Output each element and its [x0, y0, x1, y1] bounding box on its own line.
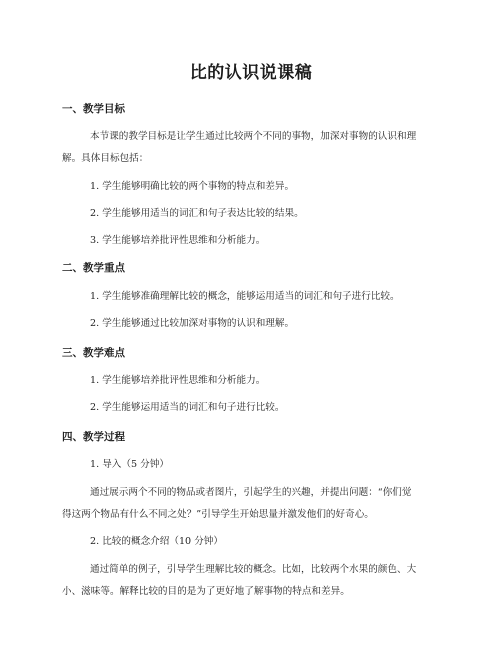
- objectives-item-3: 3. 学生能够培养批评性思维和分析能力。: [90, 235, 266, 246]
- process-step-1-line-1: 通过展示两个不同的物品或者图片，引起学生的兴趣，并提出问题：“你们觉: [90, 487, 412, 498]
- section-heading-difficulties: 三、教学难点: [62, 347, 125, 359]
- key-points-item-1: 1. 学生能够准确理解比较的概念，能够运用适当的词汇和句子进行比较。: [90, 291, 400, 302]
- document-title: 比的认识说课稿: [189, 63, 313, 83]
- objectives-intro-line-2: 解。具体目标包括：: [62, 153, 149, 164]
- process-step-1-line-2: 得这两个物品有什么不同之处？”引导学生开始思量并激发他们的好奇心。: [62, 509, 374, 520]
- section-heading-process: 四、教学过程: [62, 431, 125, 443]
- difficulties-item-1: 1. 学生能够培养批评性思维和分析能力。: [90, 375, 266, 386]
- section-heading-key-points: 二、教学重点: [62, 262, 125, 274]
- process-step-2-line-2: 小、滋味等。解释比较的目的是为了更好地了解事物的特点和差异。: [62, 586, 350, 597]
- key-points-item-2: 2. 学生能够通过比较加深对事物的认识和理解。: [90, 318, 295, 329]
- objectives-item-2: 2. 学生能够用适当的词汇和句子表达比较的结果。: [90, 208, 304, 219]
- process-step-1-label: 1. 导入（5 分钟）: [90, 459, 169, 470]
- objectives-intro-line-1: 本节课的教学目标是让学生通过比较两个不同的事物，加深对事物的认识和理: [90, 131, 417, 142]
- objectives-item-1: 1. 学生能够明确比较的两个事物的特点和差异。: [90, 181, 295, 192]
- section-heading-objectives: 一、教学目标: [62, 103, 125, 115]
- process-step-2-label: 2. 比较的概念介绍（10 分钟）: [90, 536, 223, 547]
- difficulties-item-2: 2. 学生能够运用适当的词汇和句子进行比较。: [90, 402, 285, 413]
- process-step-2-line-1: 通过简单的例子，引导学生理解比较的概念。比如，比较两个水果的颜色、大: [90, 564, 417, 575]
